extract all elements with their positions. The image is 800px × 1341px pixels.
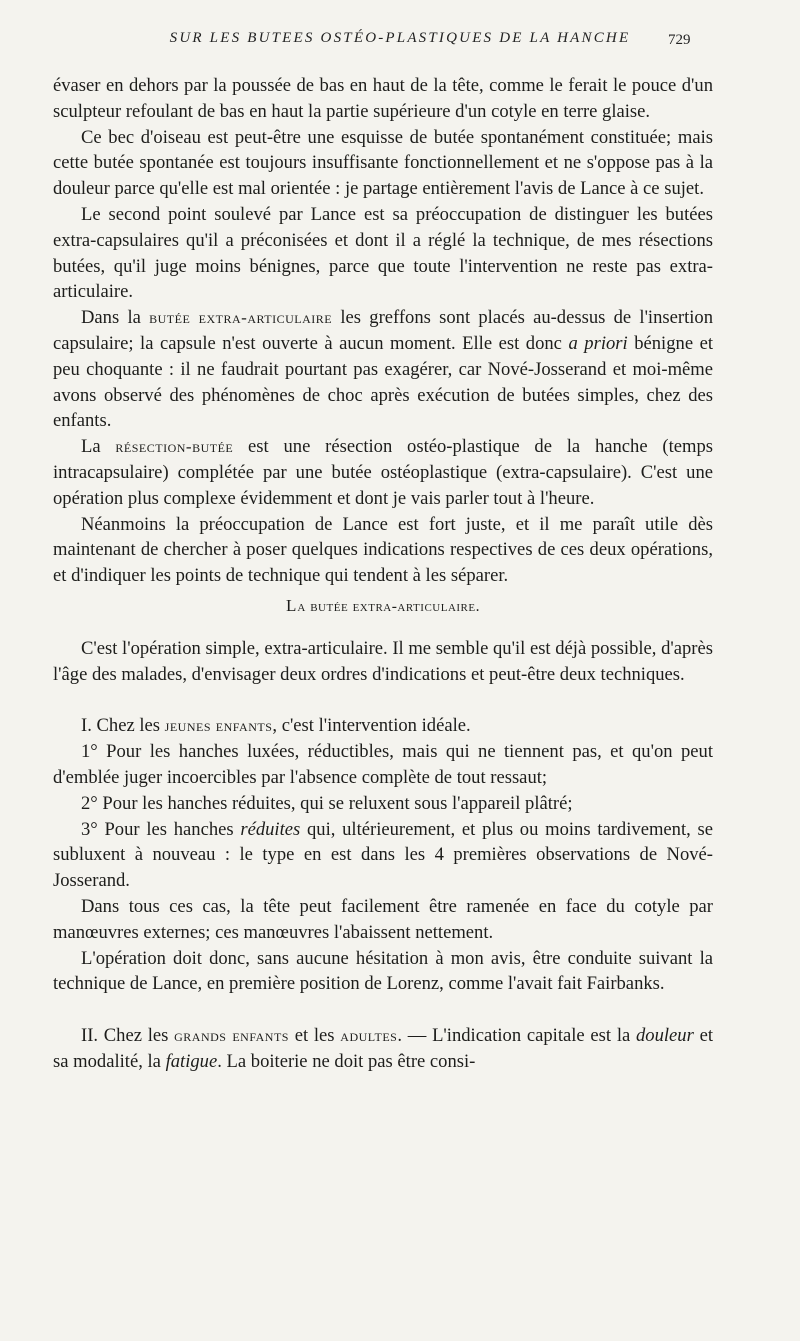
p5-text-b: est une résection ostéo-plastique de la hanche (temps intracapsulaire) complétée par une butée ostéoplastique (extra-capsulaire). C'est une opération plus complexe évidemment et dont je vais parler tout à l'heure.	[53, 436, 713, 509]
p8-smallcaps: jeunes enfants	[164, 716, 273, 736]
paragraph-7: C'est l'opération simple, extra-articulaire. Il me semble qu'il est déjà possible, d'après l'âge des malades, d'envisager deux ordres d'indications et peut-être deux techniques.	[53, 637, 713, 685]
p4-text-c: bénigne et peu choquante : il ne faudrait pourtant pas exagérer, car Nové-Josserand et moi-même avons observé des phénomènes de choc après exécution de butées simples, chez des enfants.	[53, 332, 714, 432]
paragraph-2: Ce bec d'oiseau est peut-être une esquisse de butée spontanément constituée; mais cette butée spontanée est toujours insuffisante fonctionnellement et ne s'oppose pas à la douleur parce qu'elle est mal orientée : je partage entièrement l'avis de Lance à ce sujet.	[53, 126, 713, 200]
body-text	[53, 73, 713, 1075]
paragraph-5	[53, 434, 713, 511]
paragraph-6: Néanmoins la préoccupation de Lance est fort juste, et il me paraît utile dès maintenant de chercher à poser quelques indications respectives de ces deux opérations, et d'indiquer les points de technique qui tendent à les séparer.	[53, 513, 713, 587]
running-title: SUR LES BUTEES OSTÉO-PLASTIQUES DE LA HANCHE	[169, 30, 631, 46]
p8-text-a: I. Chez les	[81, 715, 165, 737]
paragraph-10: 2° Pour les hanches réduites, qui se reluxent sous l'appareil plâtré;	[81, 792, 573, 814]
p5-text-a: La	[81, 436, 116, 458]
paragraph-12: Dans tous ces cas, la tête peut facilement être ramenée en face du cotyle par manœuvres externes; ces manœuvres l'abaissent nettement.	[53, 895, 713, 943]
p11-text-b: qui, ultérieurement, et plus ou moins tardivement, se subluxent à nouveau : le type en est dans les 4 premières observations de Nové-Josserand.	[53, 818, 713, 892]
paragraph-1: évaser en dehors par la poussée de bas en haut de la tête, comme le ferait le pouce d'un sculpteur refoulant de bas en haut la partie supérieure d'un cotyle en terre glaise.	[53, 75, 713, 122]
p14-text-e: . La boiterie ne doit pas être consi-	[217, 1050, 476, 1072]
paragraph-8	[53, 713, 713, 739]
p4-text-b: les greffons sont placés au-dessus de l'insertion capsulaire; la capsule n'est ouverte à aucun moment. Elle est donc	[53, 307, 713, 354]
section-heading	[53, 593, 713, 620]
spacer-2	[53, 997, 713, 1023]
spacer	[53, 687, 713, 713]
p5-smallcaps: résection-butée	[115, 437, 234, 457]
paragraph-3: Le second point soulevé par Lance est sa préoccupation de distinguer les butées extra-capsulaires qu'il a préconisées et dont il a réglé la technique, de mes résections butées, qu'il juge moins bénignes, parce que toute l'intervention ne reste pas extra-articulaire.	[53, 203, 713, 303]
paragraph-11	[53, 817, 713, 894]
p14-text-a: II. Chez les	[81, 1025, 175, 1047]
p4-text-a: Dans la	[81, 307, 150, 329]
paragraph-4	[53, 305, 713, 434]
p14-text-c: . — L'indication capitale est la	[397, 1025, 636, 1047]
p4-smallcaps: butée extra-articulaire	[149, 308, 333, 328]
p11-italic: réduites	[240, 818, 301, 840]
p14-smallcaps-1: grands enfants	[174, 1026, 289, 1046]
p8-text-b: , c'est l'intervention idéale.	[272, 715, 471, 737]
paragraph-9: 1° Pour les hanches luxées, réductibles, mais qui ne tiennent pas, et qu'on peut d'emblée juger incoercibles par l'absence complète de tout ressaut;	[53, 741, 713, 788]
p4-italic: a priori	[568, 332, 628, 354]
p14-text-d: et sa modalité, la	[53, 1025, 714, 1072]
p14-italic-1: douleur	[636, 1025, 694, 1047]
p14-smallcaps-2: adultes	[340, 1026, 398, 1046]
p11-text-a: 3° Pour les hanches	[81, 818, 241, 840]
paragraph-13: L'opération doit donc, sans aucune hésitation à mon avis, être conduite suivant la technique de Lance, en première position de Lorenz, comme l'avait fait Fairbanks.	[53, 947, 713, 995]
section-heading-initial: L	[285, 595, 298, 615]
section-heading-rest: a butée extra-articulaire.	[297, 597, 481, 615]
page-number: 729	[668, 32, 691, 48]
paragraph-14	[53, 1023, 713, 1075]
p14-text-b: et les	[288, 1025, 341, 1047]
p14-italic-2: fatigue	[165, 1050, 218, 1072]
